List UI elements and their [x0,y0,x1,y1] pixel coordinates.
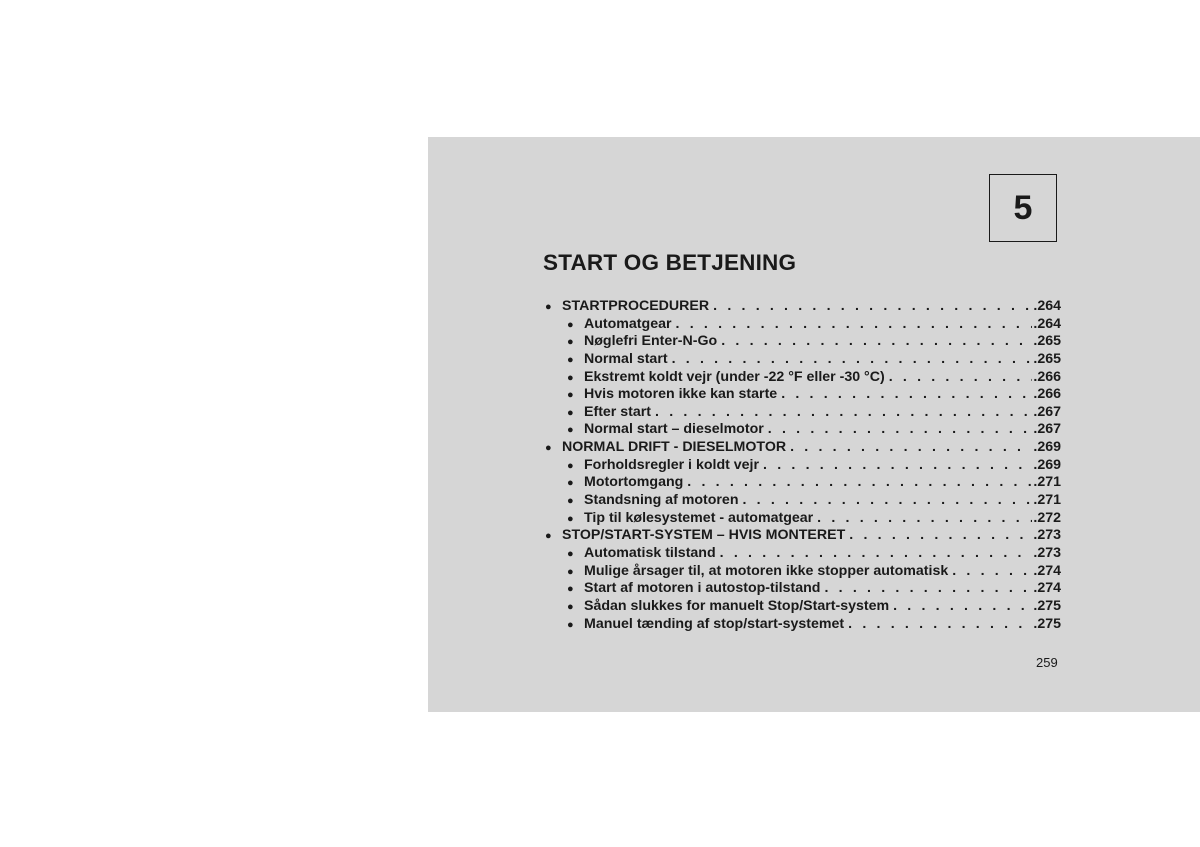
bullet-icon: ● [567,618,574,631]
dot-leader [672,316,1033,332]
dot-leader [764,421,1033,437]
toc-entry-page: .264 [1033,298,1061,314]
toc-subsection-entry [543,386,1061,404]
toc-entry-label: Manuel tænding af stop/start-systemet [584,615,845,632]
bullet-icon: ● [567,583,574,596]
toc-entry-page: .266 [1033,386,1061,403]
bullet-icon: ● [567,512,574,525]
toc-subsection-entry [543,563,1061,581]
toc-entry-label: Start af motoren i autostop-tilstand [584,580,821,597]
dot-leader [717,333,1032,349]
bullet-icon: ● [567,547,574,560]
toc-entry-page: .264 [1033,315,1061,332]
toc-entry-page: .269 [1033,439,1061,456]
dot-leader [948,563,1032,579]
dot-leader [716,545,1033,561]
toc-entry-label: Forholdsregler i koldt vejr [584,456,760,473]
toc-entry-page: .275 [1033,615,1061,632]
toc-entry-page: .265 [1033,350,1061,367]
bullet-icon: ● [567,600,574,613]
toc-entry-label: Standsning af motoren [584,492,739,509]
toc-subsection-entry [543,616,1061,634]
bullet-icon: ● [567,477,574,490]
toc-section-entry [543,527,1061,545]
dot-leader [777,386,1032,402]
toc-section-entry [543,439,1061,457]
toc-entry-page: .274 [1033,562,1061,579]
toc-entry-label: Tip til kølesystemet - automatgear [584,509,814,526]
toc-subsection-entry [543,492,1061,510]
toc-entry-label: Hvis motoren ikke kan starte [584,386,778,403]
bullet-icon: ● [567,495,574,508]
toc-entry-page: .269 [1033,456,1061,473]
dot-leader [739,492,1033,508]
chapter-number: 5 [1013,188,1033,227]
toc-subsection-entry [543,457,1061,475]
toc-entry-page: .267 [1033,421,1061,438]
dot-leader [820,580,1032,596]
table-of-contents [543,298,1061,633]
toc-entry-page: .274 [1033,580,1061,597]
toc-subsection-entry [543,598,1061,616]
bullet-icon: ● [567,459,574,472]
toc-entry-page: .275 [1033,597,1061,614]
toc-subsection-entry [543,545,1061,563]
toc-section-entry [543,298,1061,316]
toc-entry-label: STARTPROCEDURER [562,298,710,314]
toc-entry-page: .271 [1033,492,1061,509]
dot-leader [651,404,1032,420]
chapter-number-box [989,174,1057,242]
toc-subsection-entry [543,351,1061,369]
toc-entry-page: .272 [1033,509,1061,526]
chapter-title: START OG BETJENING [543,250,797,275]
dot-leader [786,439,1032,455]
toc-entry-label: NORMAL DRIFT - DIESELMOTOR [562,439,787,456]
dot-leader [709,298,1032,314]
toc-entry-label: Automatgear [584,315,672,332]
toc-entry-label: Normal start – dieselmotor [584,421,764,438]
toc-entry-label: Nøglefri Enter-N-Go [584,333,718,350]
toc-subsection-entry [543,421,1061,439]
page-number: 259 [1036,655,1058,670]
dot-leader [759,457,1032,473]
manual-page [428,137,1200,712]
toc-subsection-entry [543,316,1061,334]
toc-entry-label: Efter start [584,403,652,420]
bullet-icon: ● [545,442,552,455]
dot-leader [845,527,1032,543]
bullet-icon: ● [567,389,574,402]
toc-entry-label: Motortomgang [584,474,684,491]
toc-entry-page: .273 [1033,544,1061,561]
toc-entry-label: Ekstremt koldt vejr (under -22 °F eller -30 °C) [584,368,885,385]
dot-leader [668,351,1033,367]
bullet-icon: ● [567,318,574,331]
toc-entry-label: STOP/START-SYSTEM – HVIS MONTERET [562,527,846,544]
toc-entry-label: Automatisk tilstand [584,544,716,561]
toc-entry-page: .265 [1033,333,1061,350]
toc-subsection-entry [543,333,1061,351]
bullet-icon: ● [545,301,552,313]
toc-subsection-entry [543,580,1061,598]
toc-entry-label: Normal start [584,350,668,367]
toc-entry-page: .271 [1033,474,1061,491]
dot-leader [683,474,1032,490]
toc-subsection-entry [543,474,1061,492]
bullet-icon: ● [567,336,574,349]
dot-leader [885,369,1033,385]
toc-entry-page: .267 [1033,403,1061,420]
dot-leader [813,510,1032,526]
toc-subsection-entry [543,510,1061,528]
toc-entry-label: Mulige årsager til, at motoren ikke stopper automatisk [584,562,949,579]
toc-entry-page: .266 [1033,368,1061,385]
toc-subsection-entry [543,369,1061,387]
bullet-icon: ● [567,565,574,578]
dot-leader [844,616,1032,632]
bullet-icon: ● [545,530,552,543]
toc-entry-label: Sådan slukkes for manuelt Stop/Start-system [584,597,890,614]
bullet-icon: ● [567,353,574,366]
toc-entry-page: .273 [1033,527,1061,544]
bullet-icon: ● [567,406,574,419]
toc-subsection-entry [543,404,1061,422]
bullet-icon: ● [567,371,574,384]
bullet-icon: ● [567,424,574,437]
dot-leader [889,598,1032,614]
